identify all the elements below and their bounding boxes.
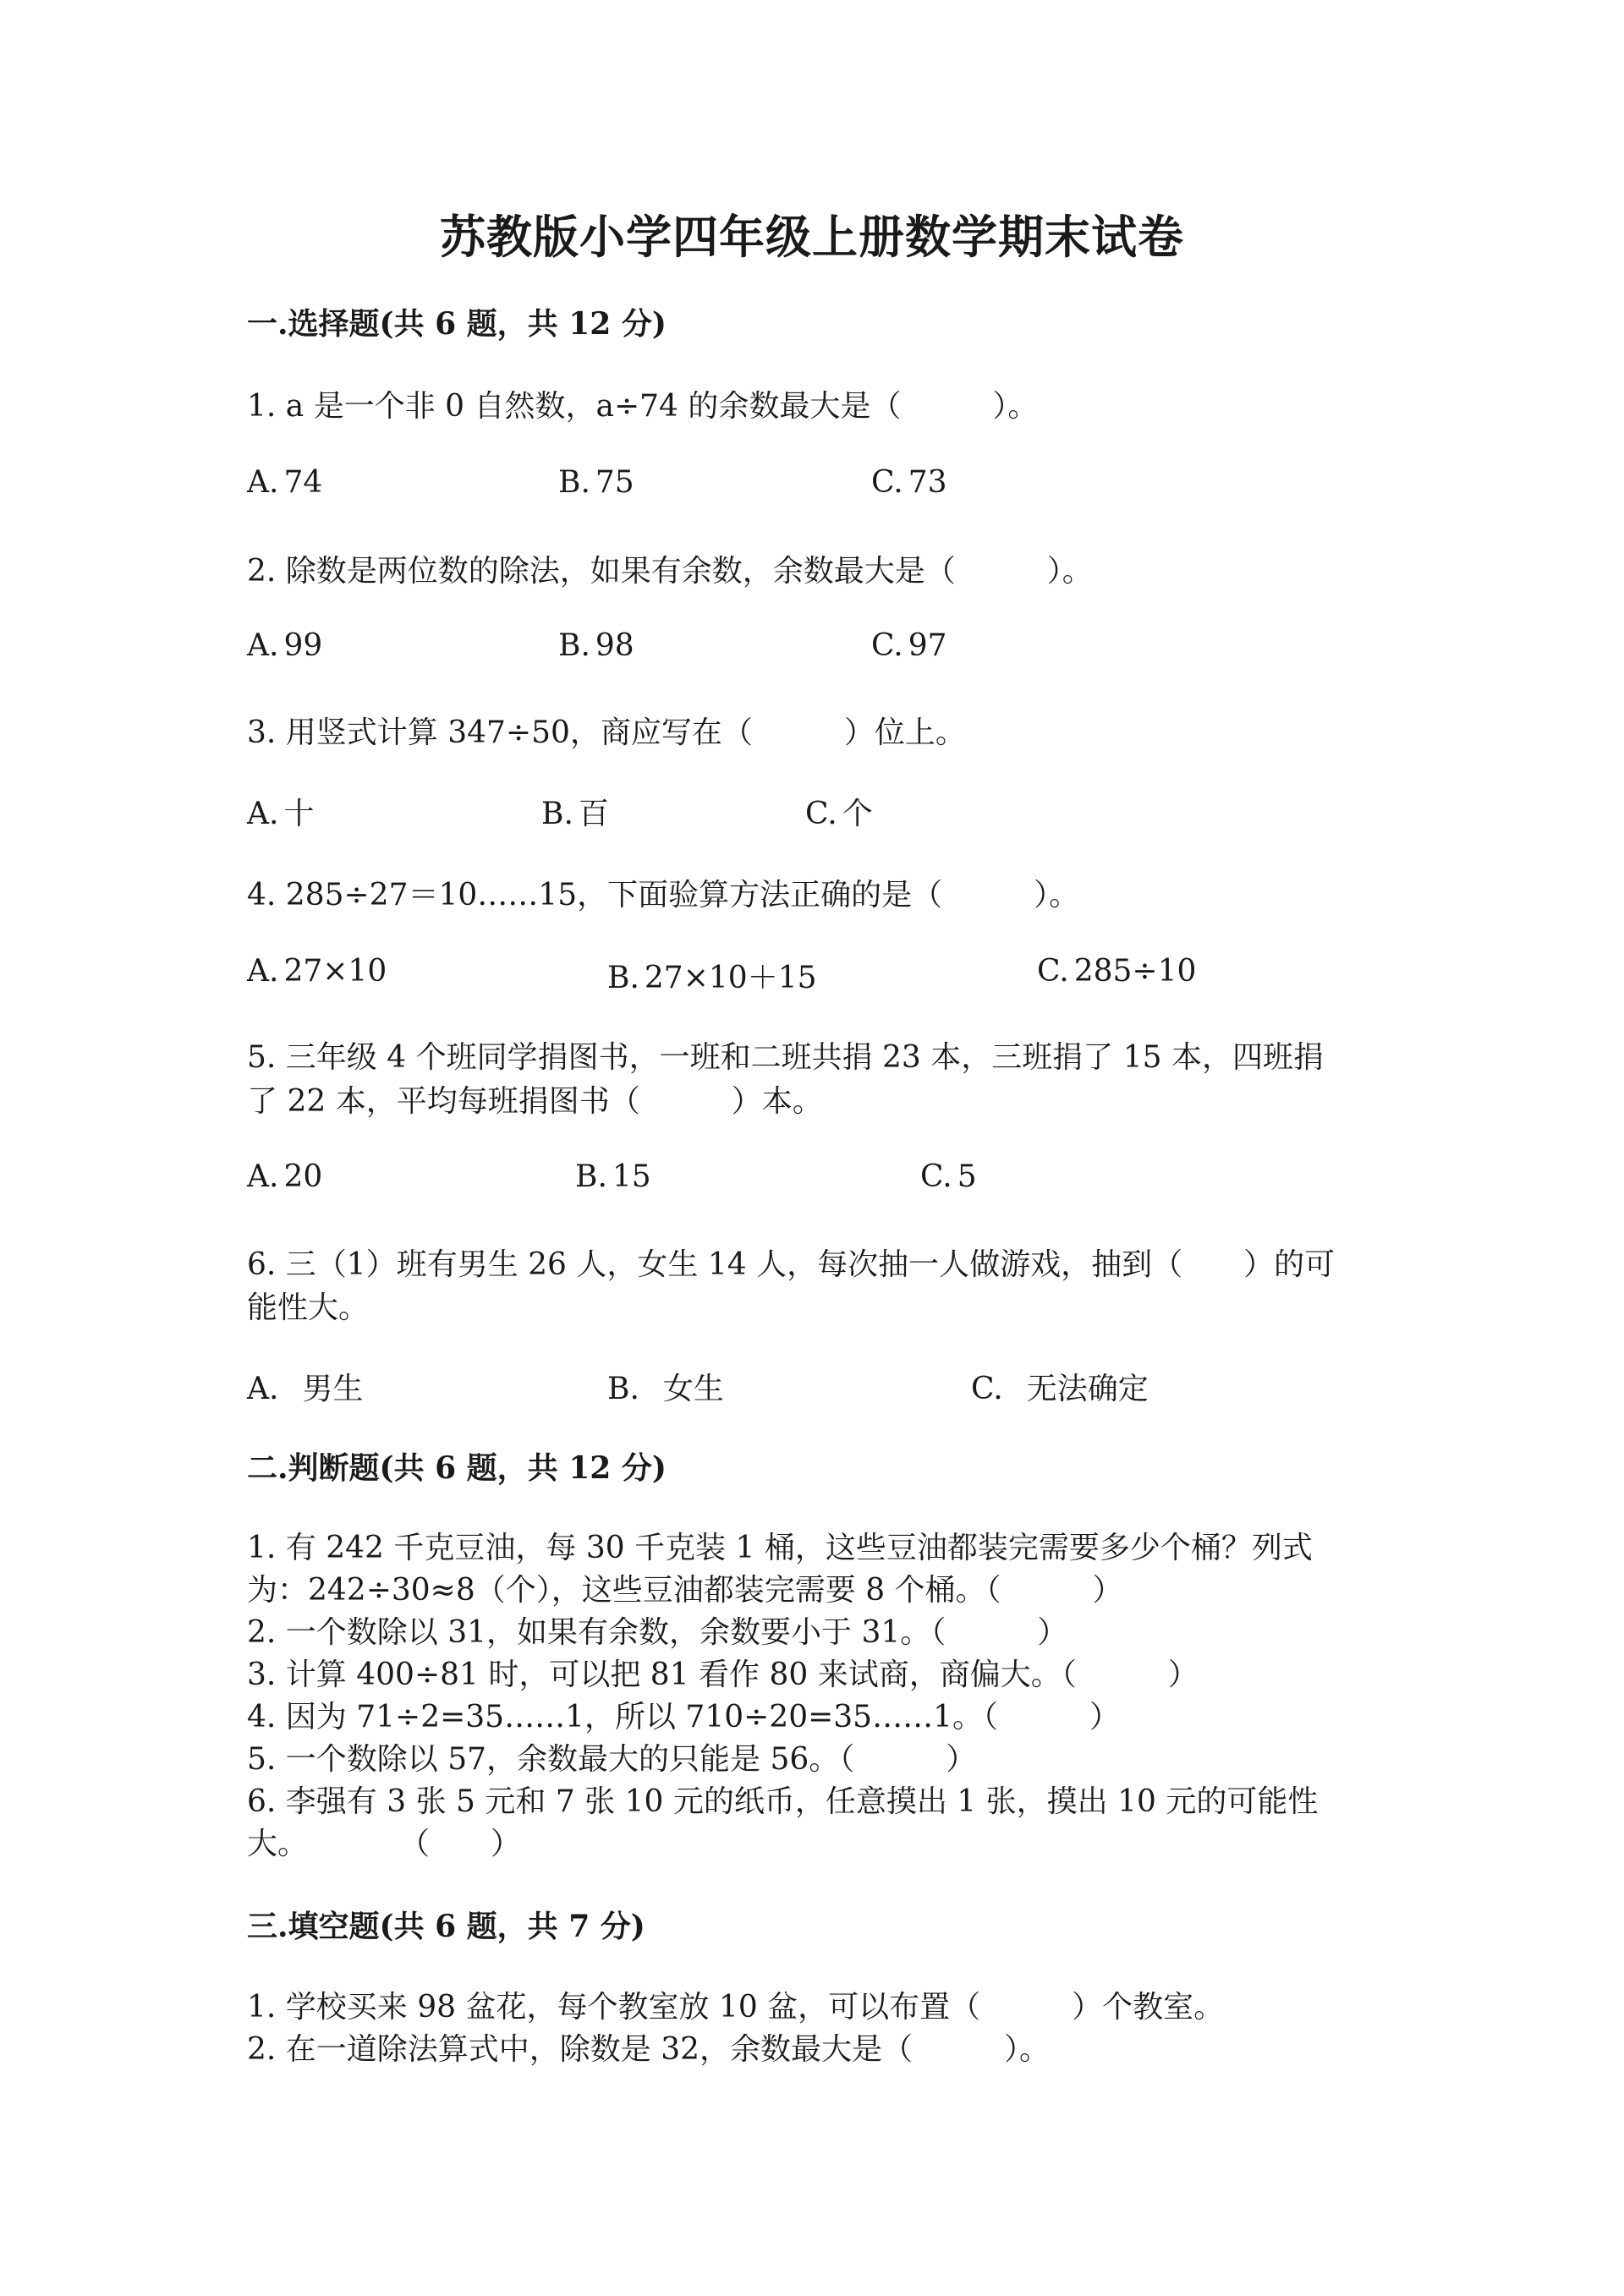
choice-3-option-b: B. 百 — [541, 797, 609, 831]
choice-question-3: 3. 用竖式计算 347÷50，商应写在（ ）位上。 — [247, 715, 966, 750]
choice-6-option-a: A. 男生 — [247, 1372, 364, 1406]
choice-1-option-b: B. 75 — [558, 465, 634, 500]
choice-question-6-line-2: 能性大。 — [247, 1290, 370, 1325]
choice-question-6-line-1: 6. 三（1）班有男生 26 人，女生 14 人，每次抽一人做游戏，抽到（ ）的可 — [247, 1247, 1336, 1282]
choice-1-option-c: C. 73 — [871, 465, 947, 500]
choice-1-option-a: A. 74 — [247, 465, 323, 500]
choice-question-5-line-1: 5. 三年级 4 个班同学捐图书，一班和二班共捐 23 本，三班捐了 15 本，四班捐 — [247, 1040, 1324, 1075]
choice-5-option-a: A. 20 — [247, 1159, 323, 1194]
choice-6-option-b: B. 女生 — [607, 1372, 724, 1406]
choice-2-option-b: B. 98 — [558, 628, 634, 663]
judge-question-6-line-2: 大。 （ ） — [247, 1827, 522, 1861]
choice-4-option-a: A. 27×10 — [247, 954, 387, 989]
section-heading-judge: 二.判断题(共 6 题，共 12 分) — [247, 1450, 667, 1486]
fill-question-1: 1. 学校买来 98 盆花，每个教室放 10 盆，可以布置（ ）个教室。 — [247, 1990, 1225, 2025]
judge-question-5: 5. 一个数除以 57，余数最大的只能是 56。（ ） — [247, 1742, 977, 1777]
judge-question-1-line-1: 1. 有 242 千克豆油，每 30 千克装 1 桶，这些豆油都装完需要多少个桶？列式 — [247, 1531, 1313, 1565]
choice-question-4: 4. 285÷27＝10……15，下面验算方法正确的是（ ）。 — [247, 878, 1080, 912]
choice-question-5-line-2: 了 22 本，平均每班捐图书（ ）本。 — [247, 1084, 823, 1119]
choice-4-option-c: C. 285÷10 — [1037, 954, 1197, 989]
choice-5-option-b: B. 15 — [575, 1159, 651, 1194]
judge-question-3: 3. 计算 400÷81 时，可以把 81 看作 80 来试商，商偏大。（ ） — [247, 1658, 1199, 1692]
choice-question-1: 1. a 是一个非 0 自然数，a÷74 的余数最大是（ ）。 — [247, 389, 1039, 424]
choice-3-option-c: C. 个 — [805, 797, 873, 831]
section-heading-choice: 一.选择题(共 6 题，共 12 分) — [247, 306, 667, 342]
page-title: 苏教版小学四年级上册数学期末试卷 — [440, 210, 1184, 264]
choice-3-option-a: A. 十 — [247, 797, 315, 831]
choice-2-option-a: A. 99 — [247, 628, 323, 663]
section-heading-fill: 三.填空题(共 6 题，共 7 分) — [247, 1909, 645, 1944]
choice-question-2: 2. 除数是两位数的除法，如果有余数，余数最大是（ ）。 — [247, 554, 1093, 589]
choice-4-option-b: B. 27×10＋15 — [607, 961, 817, 995]
judge-question-6-line-1: 6. 李强有 3 张 5 元和 7 张 10 元的纸币，任意摸出 1 张，摸出 10 元的可能性 — [247, 1784, 1319, 1819]
judge-question-4: 4. 因为 71÷2=35……1，所以 710÷20=35……1。（ ） — [247, 1700, 1120, 1734]
choice-6-option-c: C. 无法确定 — [971, 1372, 1149, 1406]
judge-question-1-line-2: 为：242÷30≈8（个），这些豆油都装完需要 8 个桶。（ ） — [247, 1573, 1123, 1608]
choice-5-option-c: C. 5 — [920, 1159, 977, 1194]
fill-question-2: 2. 在一道除法算式中，除数是 32，余数最大是（ ）。 — [247, 2032, 1051, 2067]
choice-2-option-c: C. 97 — [871, 628, 947, 663]
judge-question-2: 2. 一个数除以 31，如果有余数，余数要小于 31。（ ） — [247, 1615, 1068, 1650]
